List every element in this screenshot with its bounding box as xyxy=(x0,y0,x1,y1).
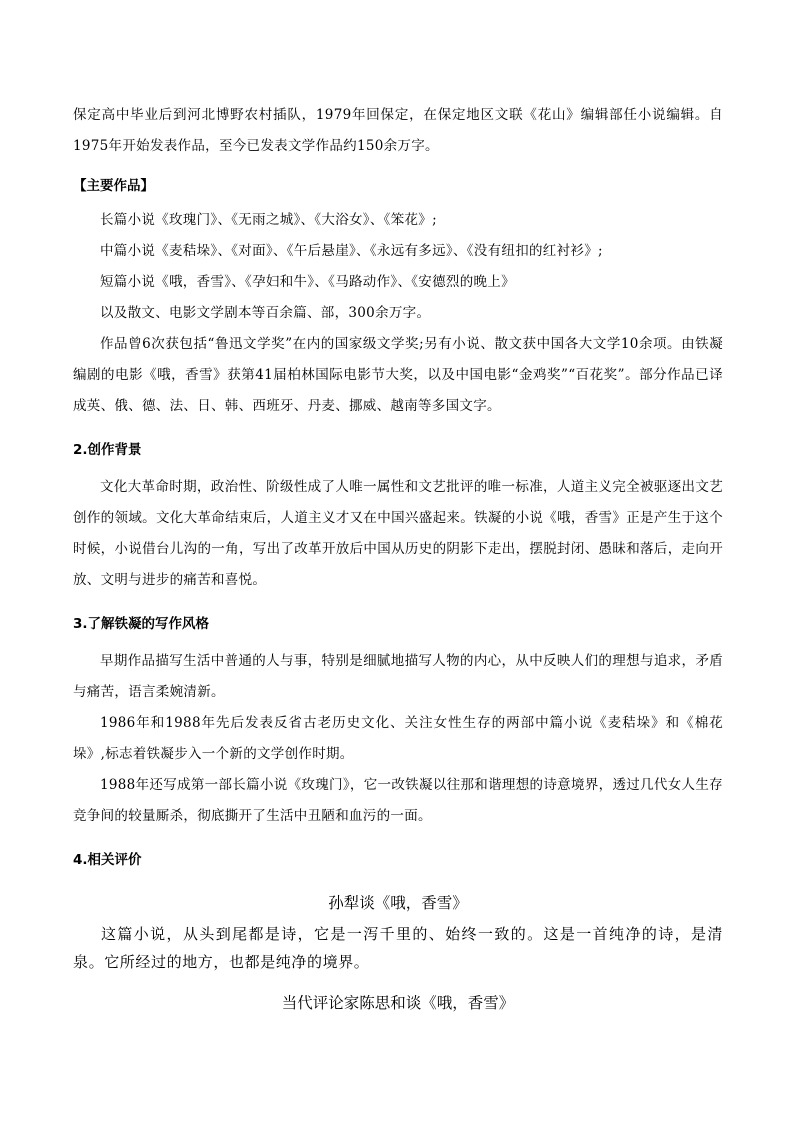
style-heading: 3.了解铁凝的写作风格 xyxy=(73,616,210,632)
reviews-heading: 4.相关评价 xyxy=(73,852,142,868)
style-paragraph-1988: 1988年还写成第一部长篇小说《玫瑰门》，它一改铁凝以往那和谐理想的诗意境界，透过几代女人生存竞争间的较量厮杀，彻底撕开了生活中丑陋和血污的一面。 xyxy=(73,777,723,824)
background-heading: 2.创作背景 xyxy=(73,442,142,458)
works-item-other: 以及散文、电影文学剧本等百余篇、部，300余万字。 xyxy=(100,305,431,321)
works-awards-paragraph: 作品曾6次获包括“鲁迅文学奖”在内的国家级文学奖;另有小说、散文获中国各大文学10余项。由铁凝编剧的电影《哦，香雪》获第41届柏林国际电影节大奖，以及中国电影“金鸡奖”“百花奖”。部分作品已译成英、俄、德、法、日、韩、西班牙、丹麦、挪威、越南等多国文字。 xyxy=(73,336,723,414)
intro-paragraph: 保定高中毕业后到河北博野农村插队，1979年回保定，在保定地区文联《花山》编辑部任小说编辑。自1975年开始发表作品，至今已发表文学作品约150余万字。 xyxy=(73,107,723,154)
style-paragraph-early: 早期作品描写生活中普通的人与事，特别是细腻地描写人物的内心，从中反映人们的理想与追求，矛盾与痛苦，语言柔婉清新。 xyxy=(73,653,723,700)
document-body xyxy=(73,100,723,1020)
works-item-short-stories: 短篇小说《哦，香雪》、《孕妇和牛》、《马路动作》、《安德烈的晚上》 xyxy=(100,274,515,290)
works-item-novellas: 中篇小说《麦秸垛》、《对面》、《午后悬崖》、《永远有多远》、《没有纽扣的红衬衫》; xyxy=(100,243,603,259)
background-paragraph: 文化大革命时期，政治性、阶级性成了人唯一属性和文艺批评的唯一标准，人道主义完全被驱逐出文艺创作的领域。文化大革命结束后，人道主义才又在中国兴盛起来。铁凝的小说《哦，香雪》正是产生于这个时候，小说借台儿沟的一角，写出了改革开放后中国从历史的阴影下走出，摆脱封闭、愚昧和落后，走向开放、文明与进步的痛苦和喜悦。 xyxy=(73,479,723,588)
works-heading: 【主要作品】 xyxy=(73,178,154,194)
review-quote-sun-li: 这篇小说，从头到尾都是诗，它是一泻千里的、始终一致的。这是一首纯净的诗，是清泉。它所经过的地方，也都是纯净的境界。 xyxy=(73,925,723,971)
style-paragraph-1986: 1986年和1988年先后发表反省古老历史文化、关注女性生存的两部中篇小说《麦秸垛》和《棉花垛》,标志着铁凝步入一个新的文学创作时期。 xyxy=(73,715,723,762)
review-title-sun-li: 孙犁谈《哦，香雪》 xyxy=(328,894,468,912)
review-title-chen-sihe: 当代评论家陈思和谈《哦，香雪》 xyxy=(281,994,515,1012)
works-item-novels: 长篇小说《玫瑰门》、《无雨之城》、《大浴女》、《笨花》; xyxy=(100,212,437,228)
